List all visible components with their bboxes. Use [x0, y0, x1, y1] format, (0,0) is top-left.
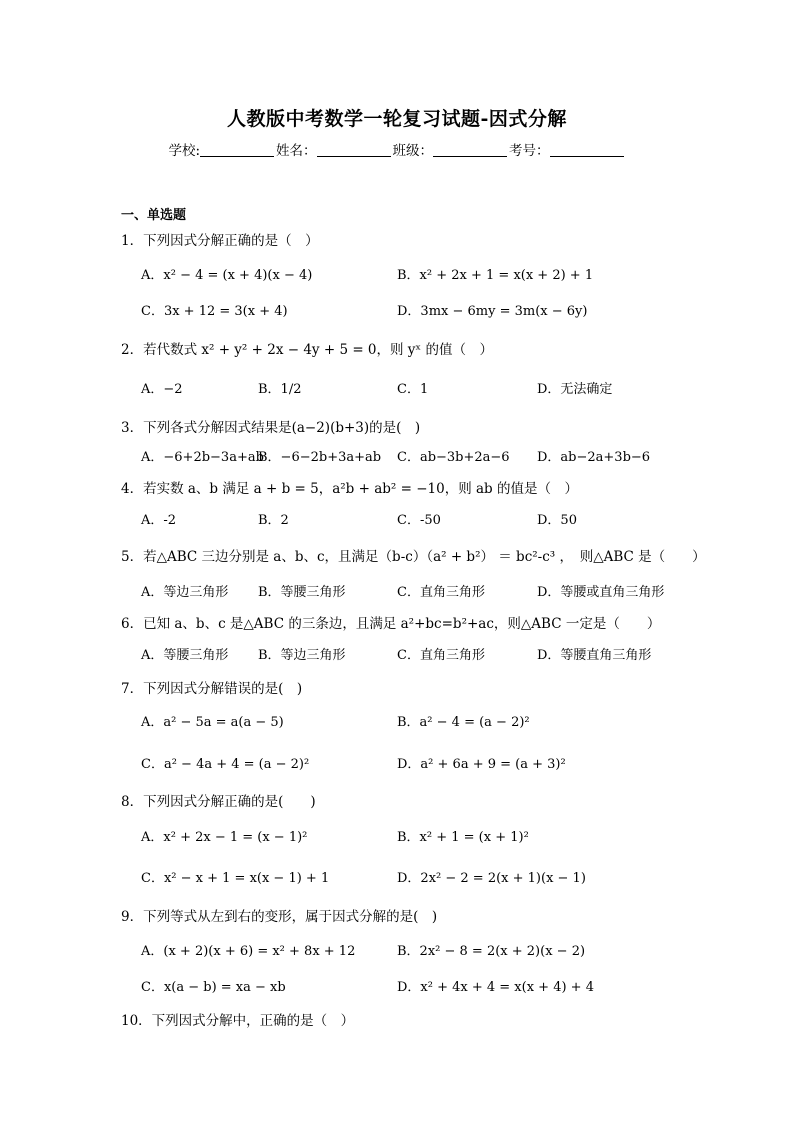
school-blank[interactable]	[200, 143, 274, 157]
section-title: 一、单选题	[121, 208, 187, 223]
class-label: 班级：	[392, 143, 434, 159]
question-4-option-d[interactable]: D．50	[537, 513, 577, 528]
question-1-option-c[interactable]: C．3x + 12 = 3(x + 4)	[141, 304, 288, 319]
question-5-option-d[interactable]: D．等腰或直角三角形	[537, 585, 665, 600]
question-8-option-c[interactable]: C．x² − x + 1 = x(x − 1) + 1	[141, 871, 330, 886]
question-4-option-c[interactable]: C．-50	[397, 513, 441, 528]
question-1-option-a[interactable]: A．x² − 4 = (x + 4)(x − 4)	[141, 268, 313, 283]
question-2-option-c[interactable]: C．1	[397, 382, 429, 397]
question-6-option-b[interactable]: B．等边三角形	[258, 648, 346, 663]
question-9-option-a[interactable]: A．(x + 2)(x + 6) = x² + 8x + 12	[141, 944, 356, 959]
question-6-option-d[interactable]: D．等腰直角三角形	[537, 648, 652, 663]
name-blank[interactable]	[317, 143, 391, 157]
question-3-stem: 3．下列各式分解因式结果是(a−2)(b+3)的是( )	[121, 420, 421, 436]
question-3-option-b[interactable]: B．−6−2b+3a+ab	[258, 450, 382, 465]
question-8-option-b[interactable]: B．x² + 1 = (x + 1)²	[397, 830, 529, 845]
question-7-stem: 7．下列因式分解错误的是( )	[121, 681, 303, 697]
exam-no-blank[interactable]	[550, 143, 624, 157]
question-8-option-a[interactable]: A．x² + 2x − 1 = (x − 1)²	[141, 830, 308, 845]
question-2-option-b[interactable]: B．1/2	[258, 382, 302, 397]
question-8-option-d[interactable]: D．2x² − 2 = 2(x + 1)(x − 1)	[397, 871, 586, 886]
question-2-stem: 2．若代数式 x² + y² + 2x − 4y + 5 = 0，则 yˣ 的值（ ）	[121, 342, 493, 358]
question-6-option-a[interactable]: A．等腰三角形	[141, 648, 229, 663]
student-info-line	[0, 139, 794, 159]
question-2-option-d[interactable]: D．无法确定	[537, 382, 613, 397]
page-title: 人教版中考数学一轮复习试题-因式分解	[227, 108, 567, 130]
question-7-option-d[interactable]: D．a² + 6a + 9 = (a + 3)²	[397, 757, 566, 772]
question-3-option-d[interactable]: D．ab−2a+3b−6	[537, 450, 651, 465]
question-5-option-a[interactable]: A．等边三角形	[141, 585, 229, 600]
question-4-option-b[interactable]: B．2	[258, 513, 289, 528]
exam-no-label: 考号：	[509, 143, 550, 159]
question-3-option-c[interactable]: C．ab−3b+2a−6	[397, 450, 510, 465]
question-1-option-d[interactable]: D．3mx − 6my = 3m(x − 6y)	[397, 304, 588, 319]
class-blank[interactable]	[433, 143, 507, 157]
question-4-stem: 4．若实数 a、b 满足 a + b = 5，a²b + ab² = −10，则 ab 的值是（ ）	[121, 481, 578, 497]
question-7-option-b[interactable]: B．a² − 4 = (a − 2)²	[397, 715, 530, 730]
question-4-option-a[interactable]: A．-2	[141, 513, 177, 528]
question-6-stem: 6．已知 a、b、c 是△ABC 的三条边，且满足 a²+bc=b²+ac，则△ABC 一定是（ ）	[121, 616, 661, 632]
question-6-option-c[interactable]: C．直角三角形	[397, 648, 485, 663]
question-2-option-a[interactable]: A．−2	[141, 382, 183, 397]
question-5-option-b[interactable]: B．等腰三角形	[258, 585, 346, 600]
question-1-option-b[interactable]: B．x² + 2x + 1 = x(x + 2) + 1	[397, 268, 594, 283]
question-10-stem: 10．下列因式分解中，正确的是（ ）	[121, 1013, 355, 1029]
question-9-option-d[interactable]: D．x² + 4x + 4 = x(x + 4) + 4	[397, 980, 594, 995]
question-3-option-a[interactable]: A．−6+2b−3a+ab	[141, 450, 264, 465]
question-9-stem: 9．下列等式从左到右的变形，属于因式分解的是( )	[121, 909, 438, 925]
question-8-stem: 8．下列因式分解正确的是( )	[121, 794, 316, 810]
school-label: 学校:	[168, 143, 201, 159]
question-5-stem: 5．若△ABC 三边分别是 a、b、c，且满足（b-c）（a² + b²） ＝ bc²-c³ ， 则△ABC 是（ ）	[121, 549, 706, 565]
question-9-option-c[interactable]: C．x(a − b) = xa − xb	[141, 980, 286, 995]
question-5-option-c[interactable]: C．直角三角形	[397, 585, 485, 600]
question-7-option-a[interactable]: A．a² − 5a = a(a − 5)	[141, 715, 284, 730]
question-9-option-b[interactable]: B．2x² − 8 = 2(x + 2)(x − 2)	[397, 944, 586, 959]
name-label: 姓名：	[276, 143, 317, 159]
question-7-option-c[interactable]: C．a² − 4a + 4 = (a − 2)²	[141, 757, 310, 772]
question-1-stem: 1．下列因式分解正确的是（ ）	[121, 233, 319, 249]
